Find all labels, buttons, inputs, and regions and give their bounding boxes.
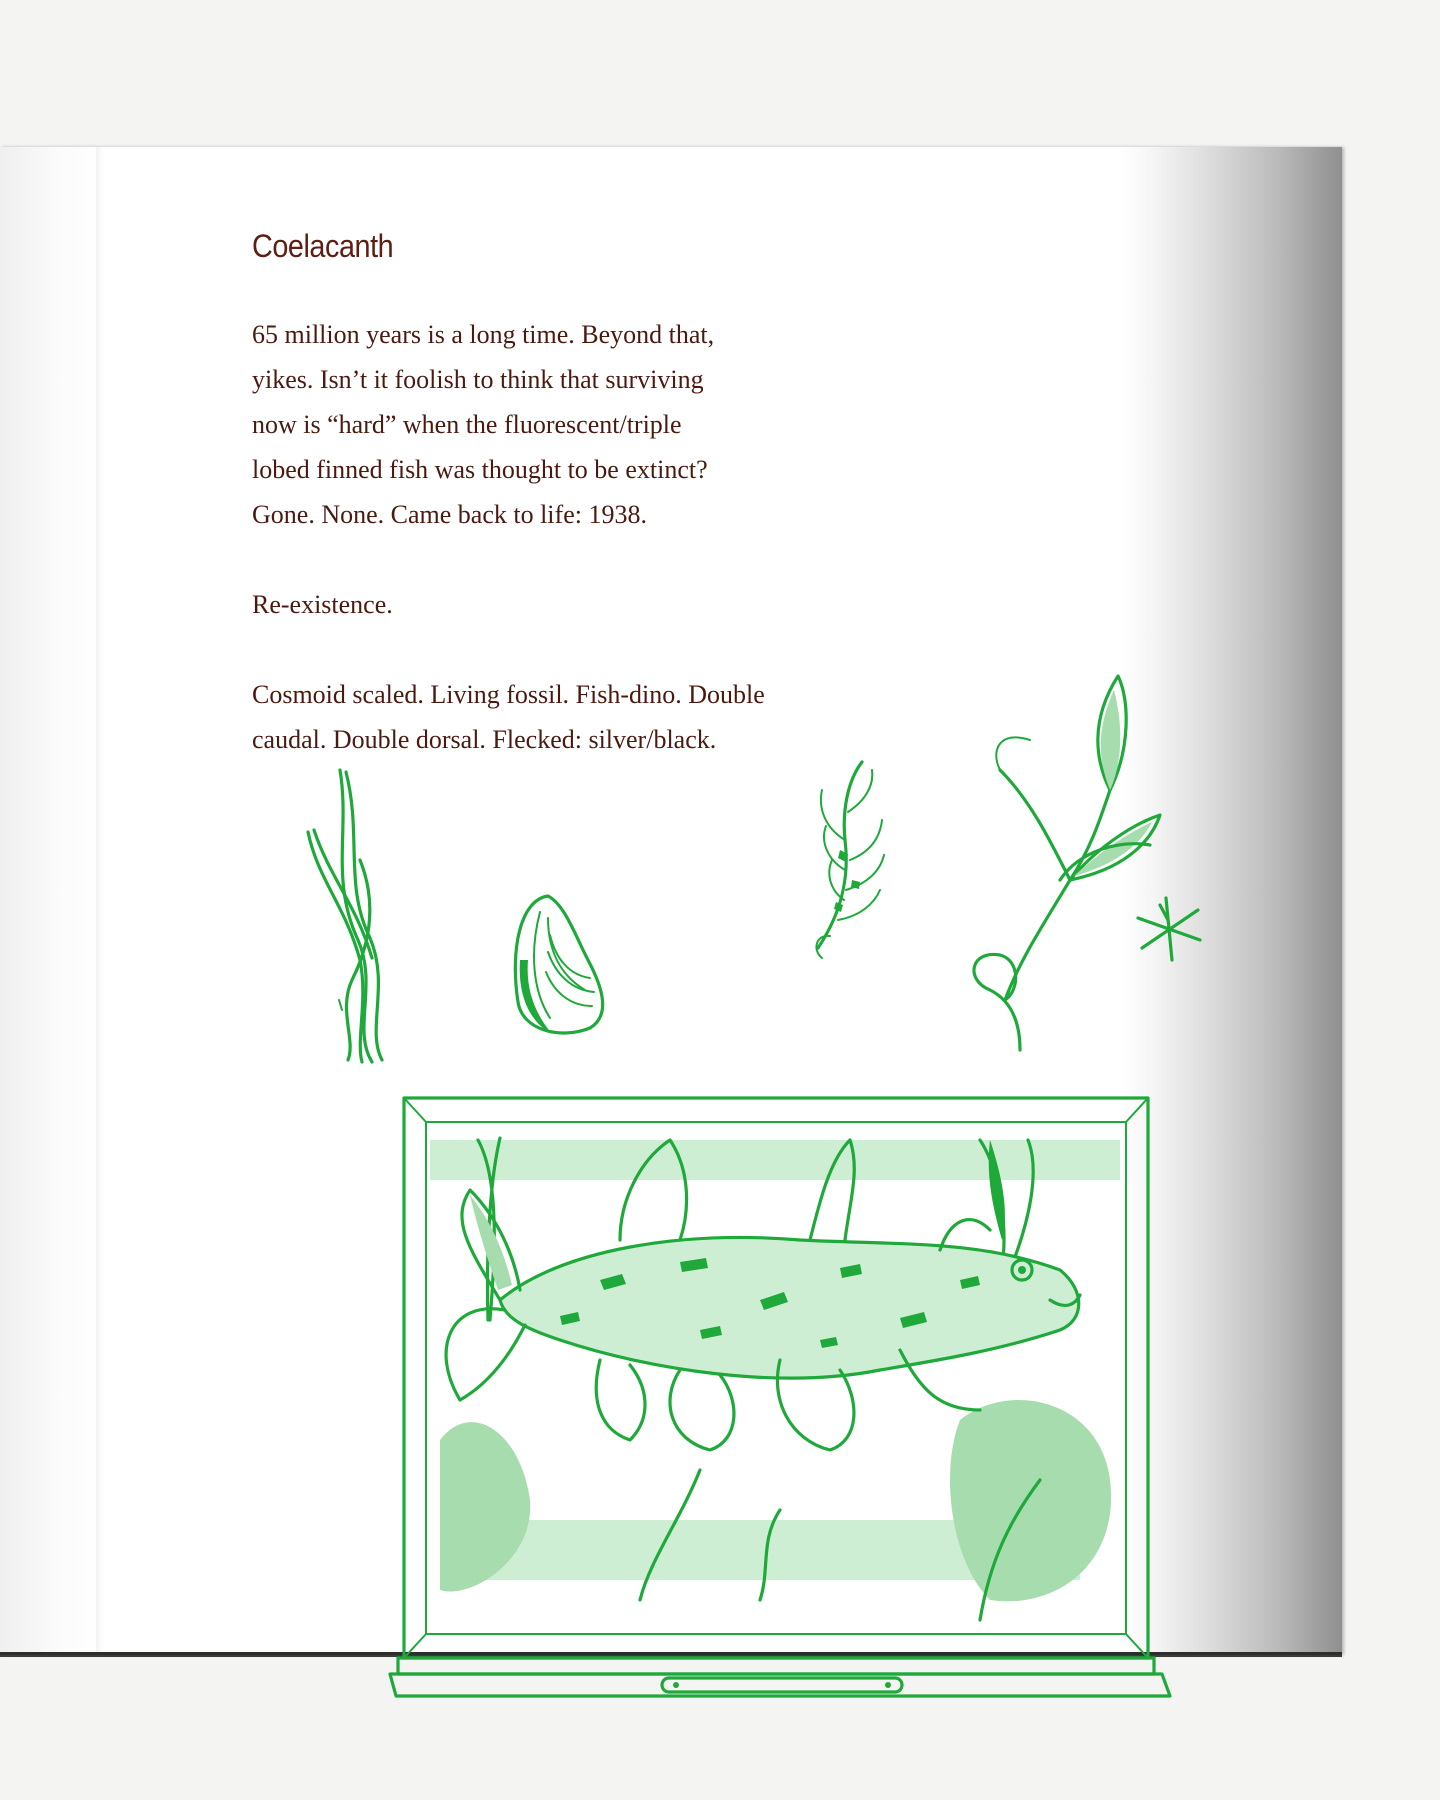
text-line: yikes. Isn’t it foolish to think that surviving xyxy=(252,365,704,394)
page-bottom-edge xyxy=(0,1652,1342,1655)
text-line: lobed finned fish was thought to be extinct? xyxy=(252,455,708,484)
paragraph-re-existence xyxy=(252,582,812,627)
paragraph-intro xyxy=(252,312,812,537)
text-line: Re-existence. xyxy=(252,590,393,619)
page-title: Coelacanth xyxy=(252,228,394,264)
text-line: now is “hard” when the fluorescent/triple xyxy=(252,410,682,439)
paragraph-description xyxy=(252,672,812,762)
text-line: Cosmoid scaled. Living fossil. Fish-dino. Double xyxy=(252,680,765,709)
body-text xyxy=(252,312,812,807)
page-gutter-shadow xyxy=(96,147,104,1655)
text-line: caudal. Double dorsal. Flecked: silver/black. xyxy=(252,725,717,754)
text-line: 65 million years is a long time. Beyond that, xyxy=(252,320,715,349)
text-line: Gone. None. Came back to life: 1938. xyxy=(252,500,647,529)
